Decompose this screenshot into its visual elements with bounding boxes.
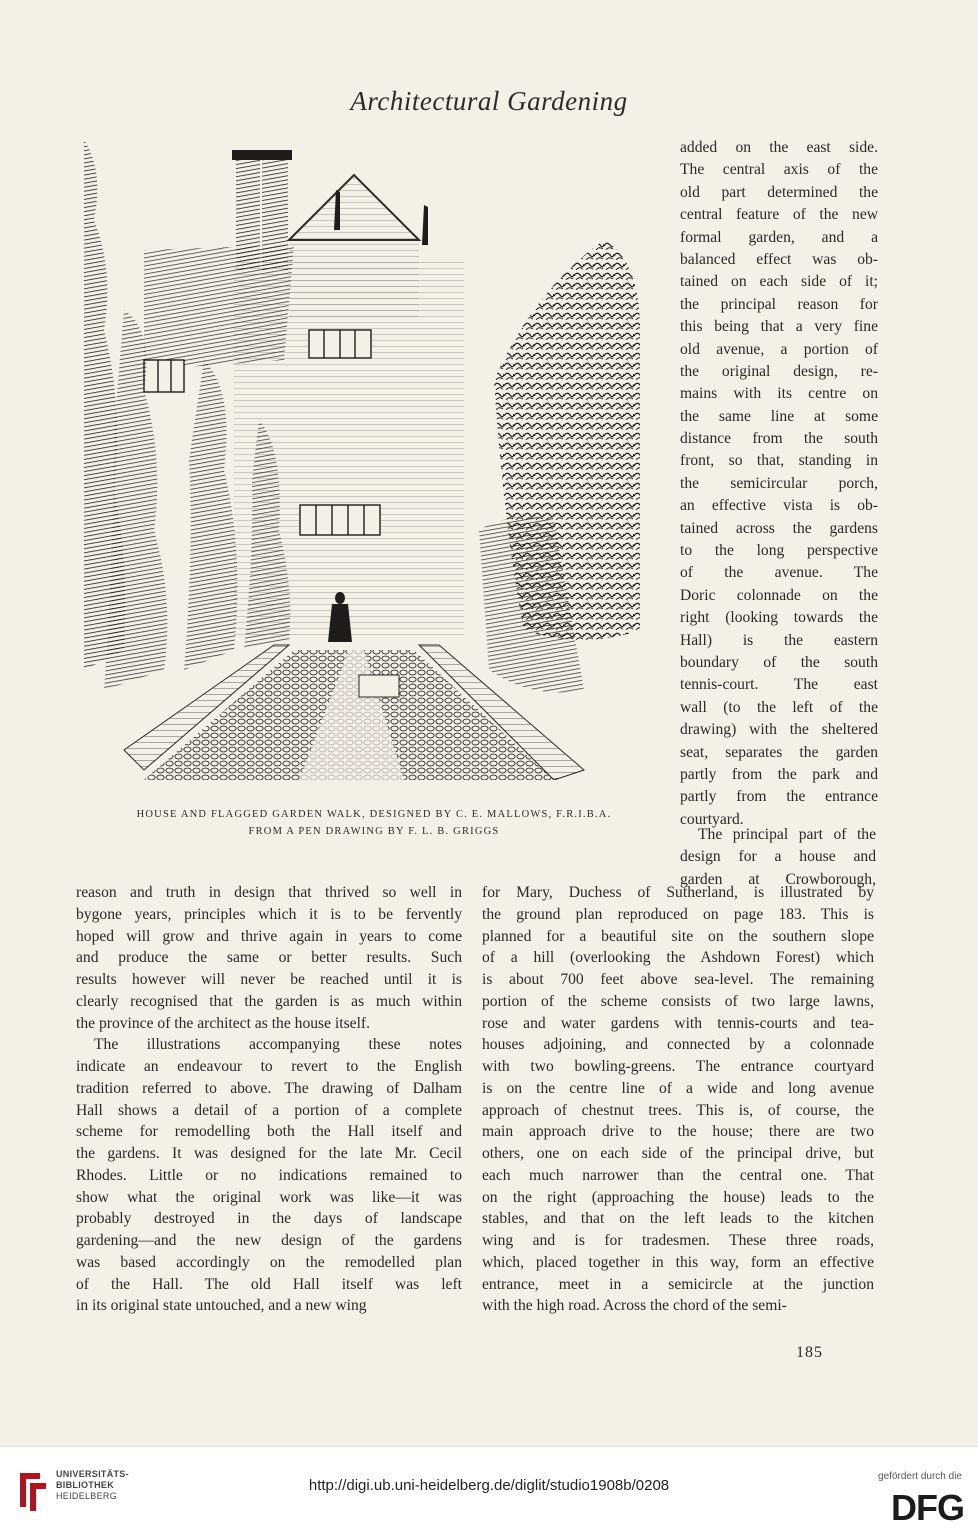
text-line: reason and truth in design that thrived so well in <box>76 884 462 901</box>
text-line: is about 700 feet above sea-level. The remaining <box>482 971 874 988</box>
text-line: partly from the entrance <box>680 788 878 806</box>
text-line: distance from the south <box>680 430 878 448</box>
text-line: the ground plan reproduced on page 183. This is <box>482 905 874 923</box>
text-line: main approach drive to the house; there are two <box>482 1123 874 1141</box>
text-line: added on the east side. <box>680 139 878 156</box>
text-line: the same line at some <box>680 407 878 425</box>
funder-label: gefördert durch die <box>878 1471 962 1482</box>
text-line: wall (to the left of the <box>680 698 878 716</box>
text-line: which, placed together in this way, form an effective <box>482 1253 874 1271</box>
text-line: of the Hall. The old Hall itself was left <box>76 1275 462 1293</box>
text-line: design for a house and <box>680 848 876 866</box>
text-line: bygone years, principles which it is to be fervently <box>76 905 462 923</box>
text-line: seat, separates the garden <box>680 743 878 761</box>
text-line: gardening—and the new design of the gardens <box>76 1232 462 1249</box>
text-line: boundary of the south <box>680 653 878 671</box>
text-line: Hall shows a detail of a portion of a complete <box>76 1101 462 1119</box>
page-number: 185 <box>796 1344 823 1361</box>
text-line: entrance, meet in a semicircle at the junction <box>482 1275 874 1293</box>
text-line: on the right (approaching the house) leads to the <box>482 1188 874 1206</box>
text-line: tained on each side of it; <box>680 273 878 291</box>
caption-line-2: FROM A PEN DRAWING BY F. L. B. GRIGGS <box>248 826 500 837</box>
text-line: mains with its centre on <box>680 385 878 403</box>
library-name: UNIVERSITÄTS- BIBLIOTHEK HEIDELBERG <box>56 1469 129 1501</box>
text-line: to the long perspective <box>680 542 878 560</box>
left-text-column <box>76 882 462 1317</box>
text-line: of the avenue. The <box>680 564 878 582</box>
text-line: of a hill (overlooking the Ashdown Forest) which <box>482 949 874 967</box>
text-line: partly from the park and <box>680 765 878 783</box>
text-line: central feature of the new <box>680 206 878 224</box>
text-line: was based accordingly on the remodelled plan <box>76 1253 462 1271</box>
text-line: formal garden, and a <box>680 228 878 246</box>
text-line: planned for a beautiful site on the southern slope <box>482 927 874 945</box>
pen-drawing-illustration <box>84 130 640 780</box>
side-text-column <box>680 137 878 831</box>
text-line: others, one on each side of the principal drive, but <box>482 1145 874 1162</box>
text-line: for Mary, Duchess of Sutherland, is illustrated by <box>482 884 874 901</box>
text-line: wing and is for tradesmen. These three roads, <box>482 1232 874 1249</box>
text-line: balanced effect was ob- <box>680 250 878 268</box>
text-line: courtyard. <box>680 810 744 828</box>
text-line: the original design, re- <box>680 362 878 380</box>
text-line: tained across the gardens <box>680 519 878 537</box>
text-line: probably destroyed in the days of landscape <box>76 1210 462 1228</box>
text-line: and produce the same or better results. Such <box>76 949 462 967</box>
text-line: rose and water gardens with tennis-courts and tea- <box>482 1014 874 1032</box>
text-line: the semicircular porch, <box>680 474 878 492</box>
caption-line-1: HOUSE AND FLAGGED GARDEN WALK, DESIGNED BY C. E. MALLOWS, F.R.I.B.A. <box>136 809 612 820</box>
text-line: indicate an endeavour to revert to the English <box>76 1058 462 1075</box>
text-line: results however will never be reached until it is <box>76 971 462 988</box>
text-line: The central axis of the <box>680 161 878 179</box>
text-line: the gardens. It was designed for the late Mr. Cecil <box>76 1145 462 1162</box>
text-line: the principal reason for <box>680 295 878 313</box>
text-line: right (looking towards the <box>680 609 878 627</box>
text-line: drawing) with the sheltered <box>680 721 878 739</box>
text-line: houses adjoining, and connected by a colonnade <box>482 1036 874 1054</box>
text-line: each much narrower than the central one. That <box>482 1166 874 1184</box>
text-line: with two bowling-greens. The entrance courtyard <box>482 1058 874 1075</box>
source-url-link[interactable]: http://digi.ub.uni-heidelberg.de/diglit/studio1908b/0208 <box>308 1477 670 1494</box>
text-line: this being that a very fine <box>680 318 878 336</box>
text-line: in its original state untouched, and a new wing <box>76 1297 367 1315</box>
text-line: is on the centre line of a wide and long avenue <box>482 1079 874 1097</box>
text-line: show what the original work was like—it was <box>76 1188 462 1206</box>
text-line: garden at Crowborough, <box>680 870 876 888</box>
text-line: hoped will grow and thrive again in years to come <box>76 927 462 945</box>
digitization-footer <box>0 1446 978 1532</box>
text-line: clearly recognised that the garden is as much within <box>76 992 462 1010</box>
right-text-column <box>482 882 874 1317</box>
text-line: the province of the architect as the house itself. <box>76 1014 371 1032</box>
text-line: stables, and that on the left leads to the kitchen <box>482 1210 874 1228</box>
text-line: scheme for remodelling both the Hall itself and <box>76 1123 462 1141</box>
text-line: tennis-court. The east <box>680 676 878 694</box>
text-line: Rhodes. Little or no indications remained to <box>76 1166 462 1184</box>
running-head: Architectural Gardening <box>350 86 628 116</box>
text-line: old avenue, a portion of <box>680 340 878 358</box>
text-line: Doric colonnade on the <box>680 586 878 604</box>
text-line: tradition referred to above. The drawing of Dalham <box>76 1079 462 1097</box>
text-line: Hall) is the eastern <box>680 631 878 649</box>
text-line: with the high road. Across the chord of the semi- <box>482 1297 787 1315</box>
illustration-caption <box>84 806 664 840</box>
text-line: approach of chestnut trees. This is, of course, the <box>482 1101 874 1119</box>
dfg-logo: DFG <box>891 1487 964 1528</box>
text-line: The illustrations accompanying these notes <box>94 1036 462 1054</box>
text-line: The principal part of the <box>698 826 876 843</box>
text-line: front, so that, standing in <box>680 452 878 470</box>
text-line: portion of the scheme consists of two large lawns, <box>482 992 874 1010</box>
text-line: an effective vista is ob- <box>680 497 878 515</box>
text-line: old part determined the <box>680 183 878 201</box>
